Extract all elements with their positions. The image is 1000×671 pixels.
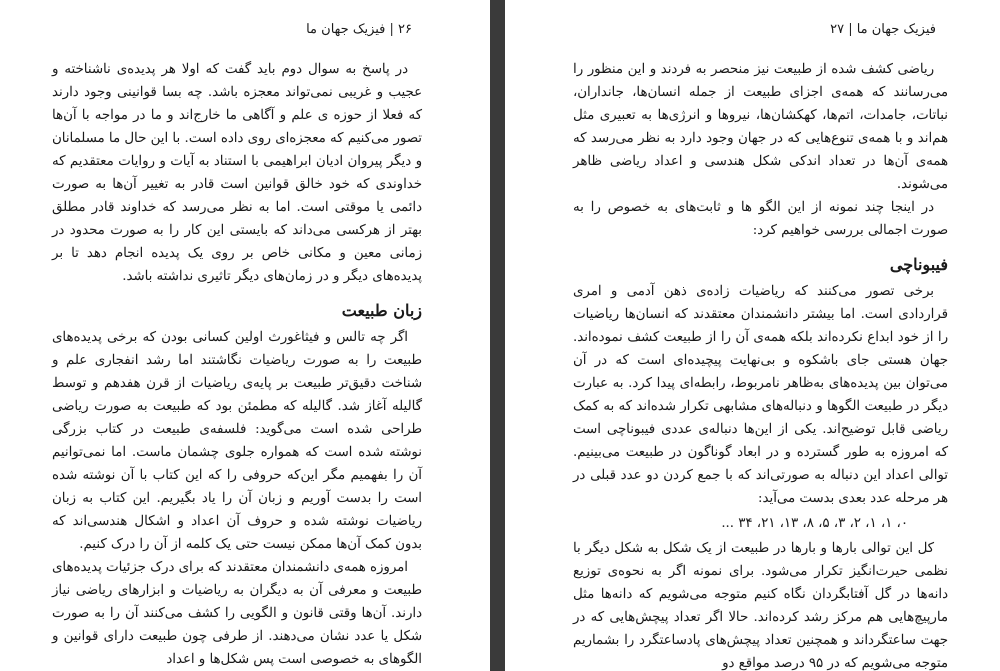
left-page — [0, 0, 490, 671]
right-page-header: فیزیک جهان ما | ۲۷ — [830, 22, 936, 37]
left-paragraph-1: در پاسخ به سوال دوم باید گفت که اولا هر پدیده‌ی ناشناخته و عجیب و غریبی نمی‌تواند معجزه باشد. چه بسا قوانینی وجود دارند که فعلا از حوزه ی علم و آگاهی ما خارج‌اند و ما در مواجه با آن‌ها تصور می‌کنیم که معجزه‌ای روی داده است. با این حال ما مسلمانان و دیگر پیروان ادیان ابراهیمی با استناد به آیات و روایات معتقدیم که خداوندی که خود خالق قوانین است قادر به تغییر آن‌ها به صورت دائمی یا موقتی است. اما به نظر می‌رسد که خداوند قادر مطلق بهتر از هرکسی می‌داند که بایستی این کار را به صورت محدود در زمانی معین و مکانی خاص بر روی یک پدیده انجام دهد تا بر پدیده‌های دیگر و در زمان‌های دیگر تاثیری نداشته باشد. — [52, 62, 422, 284]
right-page — [505, 0, 1000, 671]
right-paragraph-3: برخی تصور می‌کنند که ریاضیات زاده‌ی ذهن آدمی و امری قراردادی است. اما بیشتر دانشمندان معتقدند که انسان‌ها ریاضیات را از خود ابداع نکرده‌اند بلکه همه‌ی آن را از طبیعت کشف نموده‌اند. جهان هستی جای باشکوه و بی‌نهایت پیچیده‌ای است که در آن می‌توان بین پدیده‌های به‌ظاهر نامربوط، رابطه‌ای پیدا کرد. به عبارت دیگر در طبیعت الگوها و دنباله‌های مشابهی تکرار شده‌اند که به کمک ریاضی قابل توضیح‌اند. یکی از این‌ها دنباله‌ی عددی فیبوناچی است که امروزه به طور گسترده و در ابعاد گوناگون در طبیعت می‌بینیم. توالی اعداد این دنباله به صورتی‌اند که با جمع کردن دو عدد قبلی در هر مرحله عدد بعدی بدست می‌آید: — [573, 284, 948, 506]
left-paragraph-3: امروزه همه‌ی دانشمندان معتقدند که برای درک جزئیات پدیده‌های طبیعت و معرفی آن به دیگران به ریاضیات و ابزارهای ریاضی نیاز دارند. آن‌ها وقتی قانون و الگویی را کشف می‌کنند آن را به صورت شکل یا عدد نشان می‌دهند. از طرفی چون طبیعت دارای قوانین و الگوهای به خصوصی است پس شکل‌ها و اعداد — [52, 560, 422, 667]
right-paragraph-4: کل این توالی بارها و بارها در طبیعت از یک شکل به شکل دیگر با نظمی حیرت‌انگیز تکرار می‌شود. برای نمونه اگر به نحوه‌ی توزیع دانه‌ها در گل آفتابگردان نگاه کنیم متوجه می‌شویم که دانه‌ها مثل مارپیچ‌هایی هم مرکز رشد کرده‌اند. حالا اگر تعداد پیچش‌هایی که در جهت ساعتگرداند و همچنین تعداد پیچش‌های پادساعتگرد را بشماریم متوجه می‌شویم که در ۹۵ درصد مواقع دو — [573, 541, 948, 671]
right-page-body — [573, 58, 948, 671]
left-page-body — [52, 58, 422, 671]
right-paragraph-1: ریاضی کشف شده از طبیعت نیز منحصر به فردند و این منظور را می‌رسانند که همه‌ی اجزای طبیعت از جمله انسان‌ها، جانداران، نباتات، جامدات، اتم‌ها، کهکشان‌ها، نیروها و انرژی‌ها به تعبیری مثل هم‌اند و با همه‌ی تنوع‌هایی که در جهان وجود دارد به نظر می‌رسد که همه‌ی آن‌ها در تعداد اندکی شکل هندسی و اعداد ریاضی ظاهر می‌شوند. — [573, 62, 948, 192]
book-spine — [490, 0, 505, 671]
left-paragraph-2: اگر چه تالس و فیثاغورث اولین کسانی بودن که برخی پدیده‌های طبیعت را به صورت ریاضیات نگاشتند اما رشد انفجاری علم و شناخت دقیق‌تر طبیعت بر پایه‌ی ریاضیات از قرن هفدهم و توسط گالیله آغاز شد. گالیله که مطمئن بود که طبیعت به صورت ریاضی طراحی شده است می‌گوید: فلسفه‌ی طبیعت در کتاب بزرگی نوشته شده است که همواره جلوی چشمان ماست. اما نمی‌توانیم آن را بفهمیم مگر این‌که حروفی را که این کتاب با آن نوشته شده است را بدست آوریم و زبان آن را یاد بگیریم. این کتاب به زبان ریاضیات نوشته شده و حروف آن اعداد و اشکال هندسی‌اند که بدون کمک آن‌ها ممکن نیست حتی یک کلمه از آن را درک کنیم. — [52, 330, 422, 552]
section-heading-language-of-nature: زبان طبیعت — [341, 301, 422, 320]
right-paragraph-2: در اینجا چند نمونه از این الگو ها و ثابت‌های به خصوص را به صورت اجمالی بررسی خواهیم کرد: — [573, 200, 948, 238]
fibonacci-sequence: ۰، ۱، ۱، ۲، ۳، ۵، ۸، ۱۳، ۲۱، ۳۴ ... — [721, 516, 908, 531]
section-heading-fibonacci: فیبوناچی — [889, 255, 948, 274]
left-page-header: ۲۶ | فیزیک جهان ما — [306, 22, 412, 37]
